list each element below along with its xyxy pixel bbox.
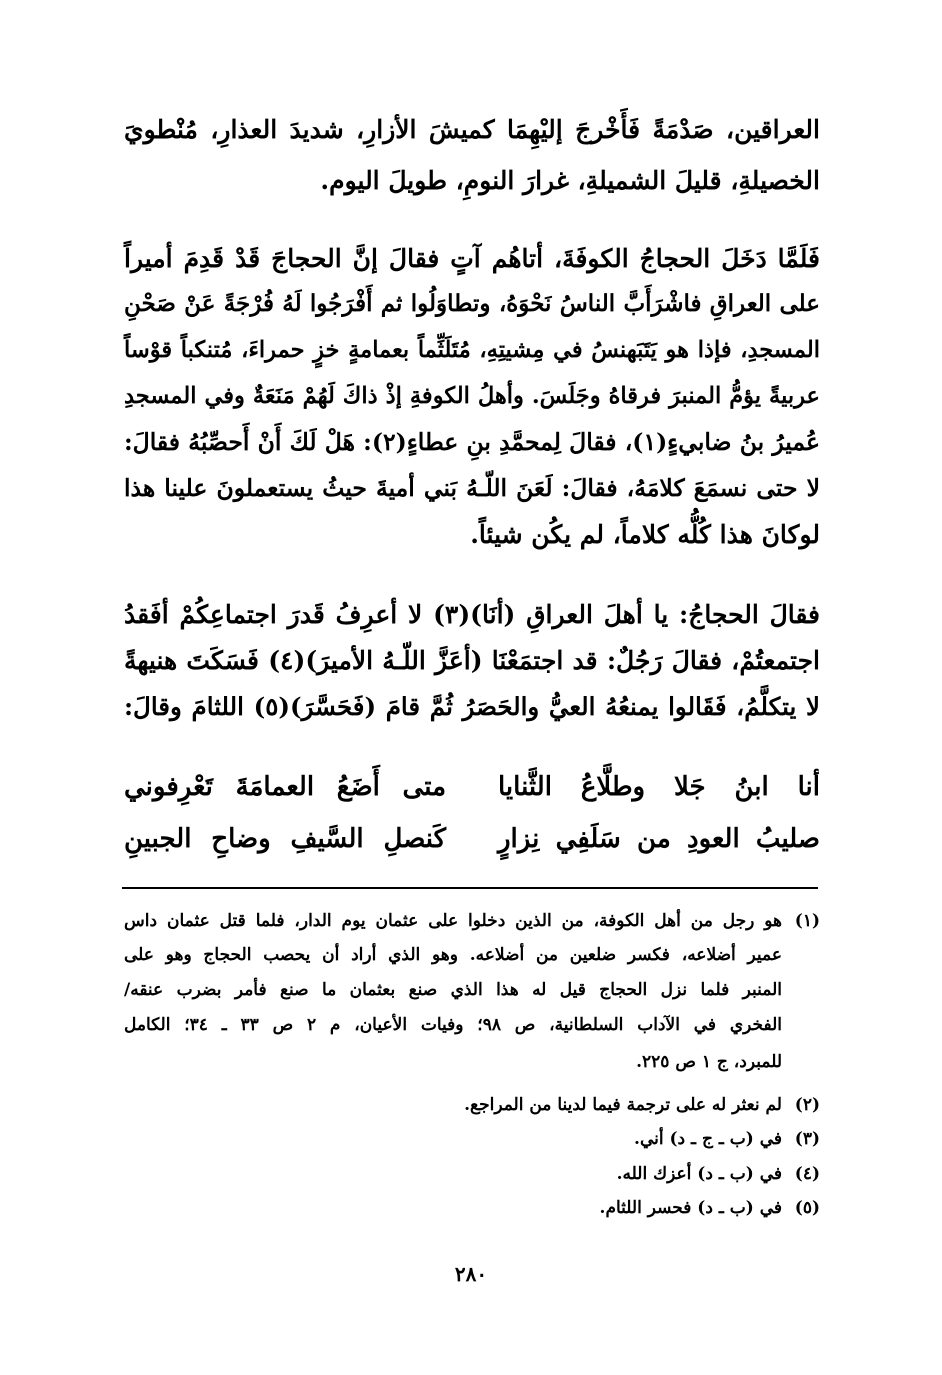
text-line: لوكانَ هذا كُلُّه كلاماً، لم يكُن شيئاً.: [470, 520, 820, 549]
text-line: الخصيلةِ، قليلَ الشميلةِ، غرارَ النومِ، طويلَ اليوم.: [320, 166, 820, 195]
footnote-number: (٣): [794, 1129, 820, 1149]
text-line: عربيةً يؤمُّ المنبرَ فرقاهُ وجَلَسَ. وأهلُ الكوفةِ إذْ ذاكَ لَهُمْ مَنَعَةٌ وفي المسجدِ: [124, 383, 820, 409]
text-line: لا حتى نسمَعَ كلامَهُ، فقالَ: لَعَنَ اللّـهُ بَني أميةَ حيثُ يستعملونَ علينا هذا: [124, 474, 820, 502]
footnote-text: في (ب ـ د) أعزك الله.: [616, 1164, 782, 1184]
footnote-text: هو رجل من أهل الكوفة، من الذين دخلوا على عثمان يوم الدار، فلما قتل عثمان داس: [124, 911, 782, 931]
footnote-text: لم نعثر له على ترجمة فيما لدينا من المراجع.: [464, 1095, 782, 1115]
footnote-line: للمبرد، ج ١ ص ٢٢٥.: [636, 1052, 782, 1072]
footnote-line: المنبر فلما نزل الحجاج قيل له هذا الذي صنع بعثمان ما صنع فأمر بضرب عنقه/: [124, 980, 782, 1000]
footnote-number: (٥): [794, 1198, 820, 1218]
footnote-line: [124, 1161, 820, 1187]
text-line: لا يتكلَّمُ، فَقَالوا يمنعُهُ العيُّ والحَصَرُ ثُمَّ قامَ (فَحَسَّرَ)(٥) اللثامَ وقالَ:: [124, 692, 820, 721]
text-line: العراقين، صَدْمَةً فَأَخْرجَ إليْهِمَا كميشَ الأزارِ، شديدَ العذارِ، مُنْطويَ: [124, 115, 820, 144]
footnote-line: [124, 1126, 820, 1152]
page-number: ٢٨٠: [454, 1262, 488, 1286]
footnote-number: (٢): [794, 1095, 820, 1115]
verse-second-hemistich: متى أَضَعُ العمامَةَ تَعْرِفوني: [124, 772, 446, 802]
text-line: اجتمعتُمْ، فقالَ رَجُلٌ: قد اجتمَعْنَا (أعَزَّ اللّـهُ الأميرَ)(٤) فَسَكَتَ هنيهةً: [124, 646, 820, 675]
footnote-divider: [122, 887, 818, 889]
verse-first-hemistich: أنا ابنُ جَلا وطلَّاعُ الثَّنايا: [498, 772, 820, 802]
poem-verse: [124, 819, 820, 859]
poem-verse: [124, 767, 820, 807]
footnote-text: في (ب ـ د) فحسر اللثام.: [599, 1198, 782, 1218]
footnote-text: في (ب ـ ج ـ د) أني.: [634, 1129, 782, 1149]
footnote-line: الفخري في الآداب السلطانية، ص ٩٨؛ وفيات الأعيان، م ٢ ص ٣٣ ـ ٣٤؛ الكامل: [124, 1015, 782, 1035]
footnote-line: [124, 908, 820, 934]
text-line: المسجدِ، فإذا هو يَتَبَهنسُ في مِشيتِهِ، مُتَلَثِّماً بعمامةٍ خزٍ حمراءَ، مُتنكباً قوْساً: [124, 337, 820, 363]
footnote-line: [124, 1195, 820, 1221]
footnote-line: عمير أضلاعه، فكسر ضلعين من أضلاعه. وهو الذي أراد أن يحصب الحجاج وهو على: [124, 945, 782, 965]
footnote-line: [124, 1092, 820, 1118]
footnote-number: (٤): [794, 1164, 820, 1184]
footnote-number: (١): [794, 911, 820, 931]
text-line: عُميرُ بنُ ضابيءٍ(١)، فقالَ لِمحمَّدِ بنِ عطاءٍ(٢): هَلْ لَكَ أَنْ أَحصِّبُهُ فقالَ:: [124, 428, 820, 456]
text-line: فقالَ الحجاجُ: يا أهلَ العراقِ (أنَا)(٣) لا أعرِفُ قَدرَ اجتماعِكُمْ أفَقدُ: [124, 600, 820, 629]
verse-first-hemistich: صليبُ العودِ من سَلَفِي نِزارٍ: [498, 824, 820, 854]
text-line: فَلَمَّا دَخَلَ الحجاجُ الكوفَةَ، أتاهُم آتٍ فقالَ إنَّ الحجاجَ قَدْ قَدِمَ أميراً: [124, 244, 820, 273]
verse-second-hemistich: كَنصلِ السَّيفِ وضاحِ الجبينِ: [124, 824, 446, 854]
text-line: على العراقِ فاشْرَأَبَّ الناسُ نَحْوَهُ، وتطاوَلُوا ثم أَفْرَجُوا لَهُ فُرْجَةً عَنْ صَحْنِ: [124, 290, 820, 317]
